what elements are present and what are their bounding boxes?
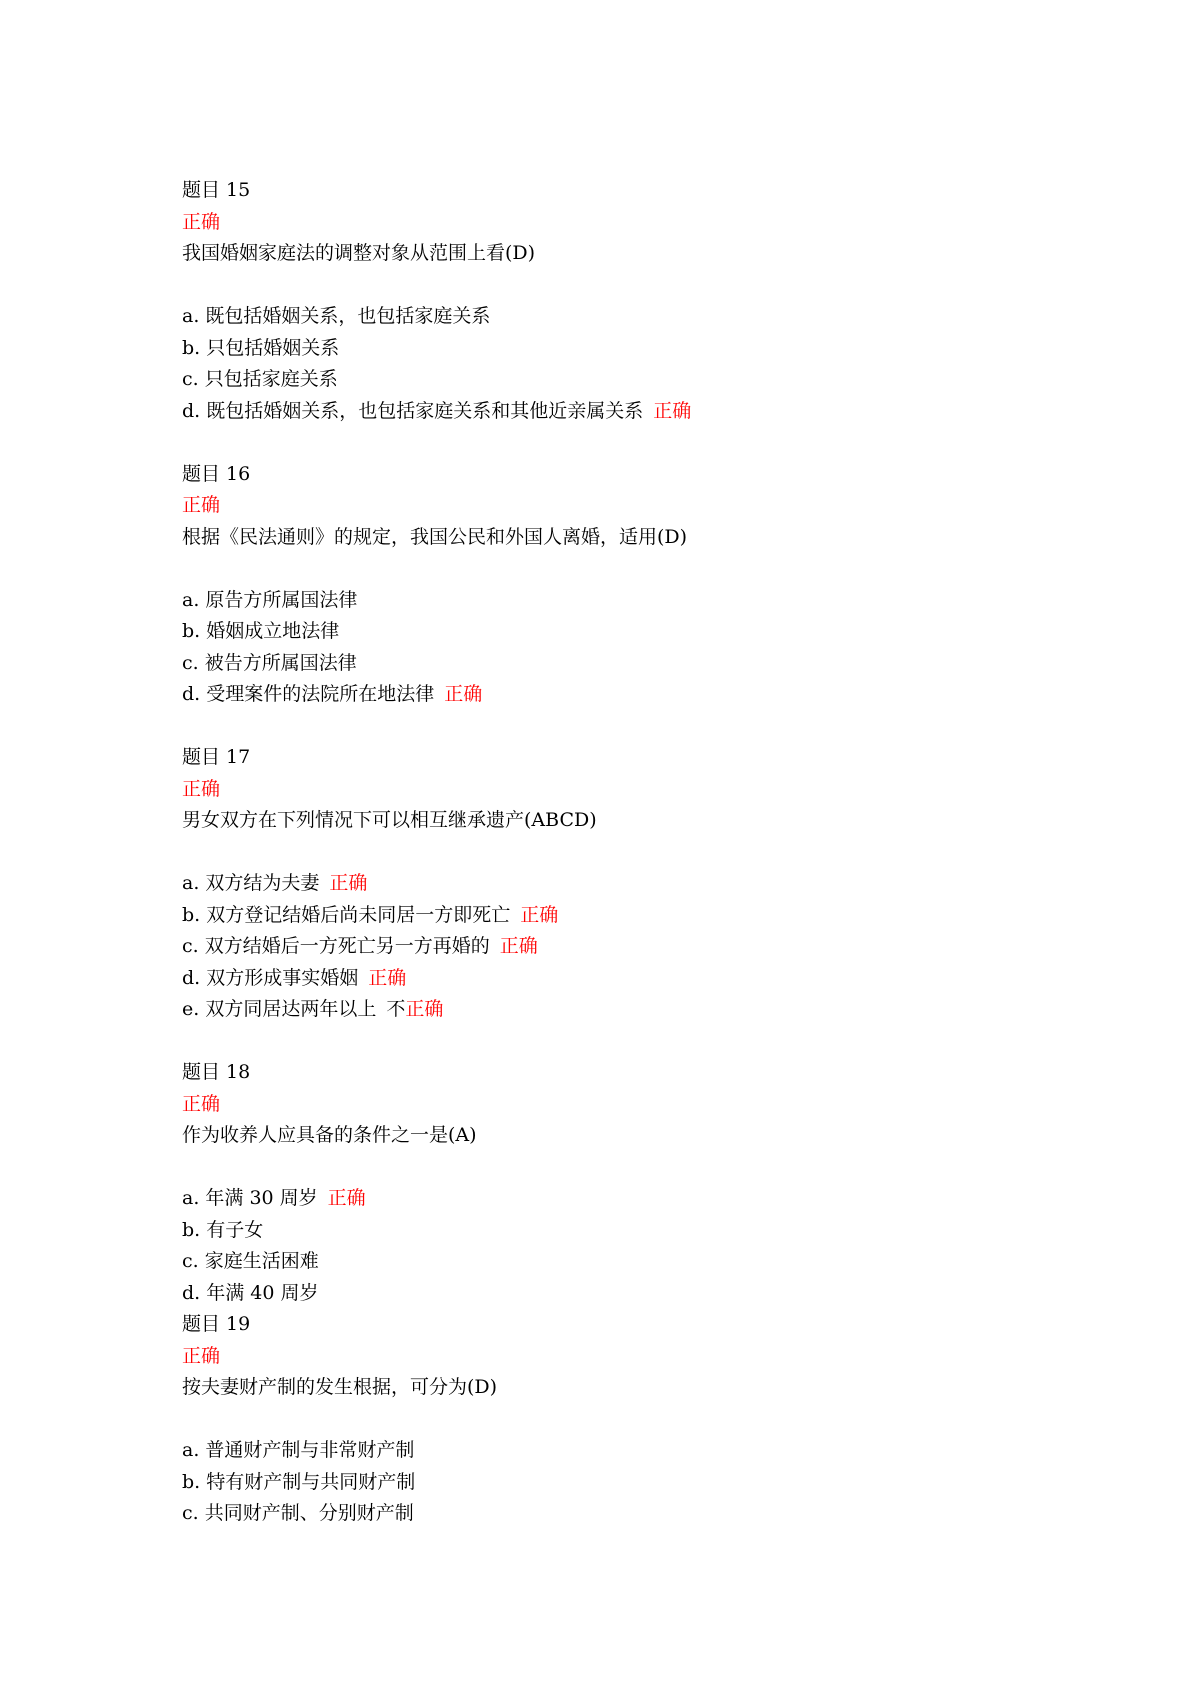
blank-line [182,270,1142,302]
option-c [182,648,1142,680]
question-16 [182,459,1142,743]
question-title: 题目 17 [182,746,251,768]
question-stem: 按夫妻财产制的发生根据，可分为(D) [182,1376,498,1398]
option-e [182,994,1142,1026]
option-text: d. 受理案件的法院所在地法律 [182,683,435,705]
option-text: a. 原告方所属国法律 [182,588,358,611]
correct-mark: 正确 [499,935,538,957]
option-text: d. 年满 40 周岁 [182,1281,319,1304]
question-title: 题目 19 [182,1313,251,1335]
option-text: a. 双方结为夫妻 [182,872,320,894]
question-status: 正确 [182,1092,221,1115]
option-text: c. 家庭生活困难 [182,1250,319,1272]
option-text: b. 双方登记结婚后尚未同居一方即死亡 [182,903,511,926]
option-text: a. 年满 30 周岁 [182,1187,318,1209]
option-text: b. 有子女 [182,1218,264,1241]
correct-mark: 正确 [520,903,559,926]
question-title: 题目 16 [182,462,251,485]
question-title: 题目 18 [182,1061,251,1083]
option-b [182,616,1142,648]
question-18 [182,1057,1142,1309]
option-c [182,364,1142,396]
question-status: 正确 [182,777,221,800]
option-a [182,585,1142,617]
correct-mark: 正确 [368,966,407,989]
blank-line [182,427,1142,459]
blank-line [182,1152,1142,1184]
option-a [182,1435,1142,1467]
blank-line [182,1026,1142,1058]
question-15 [182,175,1142,459]
option-d [182,1278,1142,1310]
option-text: a. 既包括婚姻关系，也包括家庭关系 [182,305,491,327]
option-a [182,1183,1142,1215]
option-b [182,1215,1142,1247]
option-text: c. 共同财产制、分别财产制 [182,1502,414,1524]
question-19 [182,1309,1142,1530]
question-stem: 我国婚姻家庭法的调整对象从范围上看(D) [182,242,536,264]
correct-mark: 正确 [329,872,368,894]
correct-mark: 正确 [653,399,692,422]
blank-line [182,837,1142,869]
option-d [182,396,1142,428]
question-status: 正确 [182,494,221,516]
option-text: b. 特有财产制与共同财产制 [182,1470,416,1493]
option-text: c. 双方结婚后一方死亡另一方再婚的 [182,935,490,957]
option-text: b. 只包括婚姻关系 [182,336,340,359]
correct-mark: 正确 [327,1187,366,1209]
option-text: a. 普通财产制与非常财产制 [182,1439,415,1461]
option-c [182,1498,1142,1530]
question-17 [182,742,1142,1057]
question-stem: 作为收养人应具备的条件之一是(A) [182,1124,477,1146]
option-text: d. 既包括婚姻关系，也包括家庭关系和其他近亲属关系 [182,399,644,422]
option-c [182,1246,1142,1278]
option-d [182,963,1142,995]
option-a [182,301,1142,333]
option-b [182,1467,1142,1499]
option-text: c. 只包括家庭关系 [182,368,338,390]
question-title: 题目 15 [182,179,251,201]
option-text: d. 双方形成事实婚姻 [182,966,359,989]
option-d [182,679,1142,711]
incorrect-mark: 正确 [405,998,444,1020]
blank-line [182,1404,1142,1436]
document-page [182,175,1142,1530]
option-a [182,868,1142,900]
incorrect-prefix: 不 [386,998,406,1020]
question-status: 正确 [182,1344,221,1367]
option-text: b. 婚姻成立地法律 [182,620,340,642]
correct-mark: 正确 [444,683,483,705]
option-c [182,931,1142,963]
question-stem: 男女双方在下列情况下可以相互继承遗产(ABCD) [182,809,597,831]
blank-line [182,553,1142,585]
option-b [182,333,1142,365]
question-status: 正确 [182,210,221,233]
option-b [182,900,1142,932]
blank-line [182,711,1142,743]
question-stem: 根据《民法通则》的规定，我国公民和外国人离婚，适用(D) [182,525,688,548]
option-text: e. 双方同居达两年以上 [182,998,377,1020]
option-text: c. 被告方所属国法律 [182,651,357,674]
